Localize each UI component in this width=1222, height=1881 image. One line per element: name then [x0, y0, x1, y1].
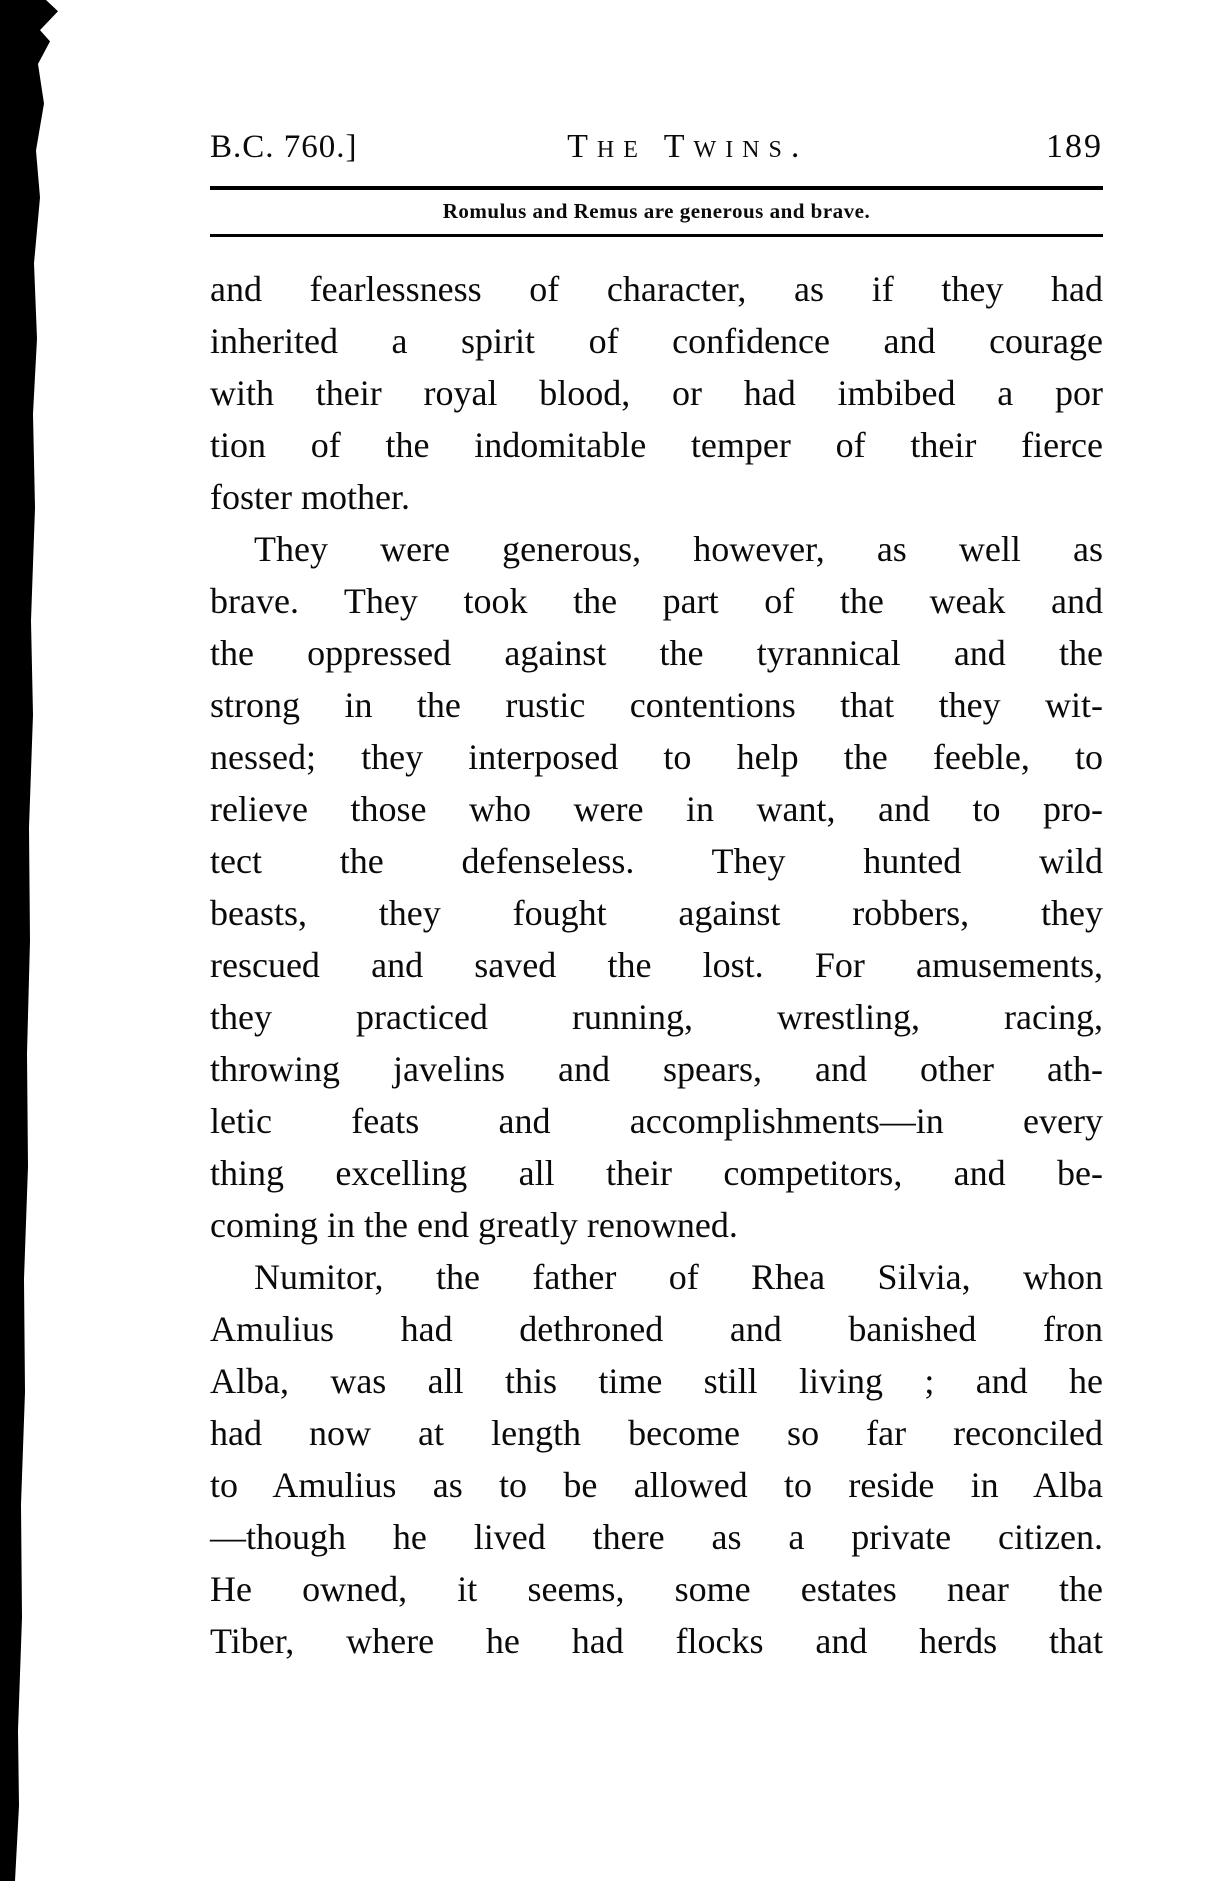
text-line: letic feats and accomplishments—in every [210, 1101, 1103, 1141]
header-rule [210, 186, 1103, 190]
text-line: had now at length become so far reconciled [210, 1413, 1103, 1453]
text-line: with their royal blood, or had imbibed a por [210, 373, 1103, 413]
text-line: the oppressed against the tyrannical and the [210, 633, 1103, 673]
body-text [210, 263, 1103, 1667]
text-line: inherited a spirit of confidence and courage [210, 321, 1103, 361]
text-line: nessed; they interposed to help the feeble, to [210, 737, 1103, 777]
text-line: brave. They took the part of the weak and [210, 581, 1103, 621]
text-line: Numitor, the father of Rhea Silvia, whon [254, 1257, 1103, 1297]
text-line: rescued and saved the lost. For amusements, [210, 945, 1103, 985]
text-line: they practiced running, wrestling, racing, [210, 997, 1103, 1037]
text-line: Amulius had dethroned and banished fron [210, 1309, 1103, 1349]
text-line: beasts, they fought against robbers, they [210, 893, 1103, 933]
text-line: and fearlessness of character, as if they had [210, 269, 1103, 309]
text-line: relieve those who were in want, and to pro- [210, 789, 1103, 829]
text-line: Tiber, where he had flocks and herds that [210, 1621, 1103, 1661]
text-line: tect the defenseless. They hunted wild [210, 841, 1103, 881]
text-line: to Amulius as to be allowed to reside in Alba [210, 1465, 1103, 1505]
page-content [210, 0, 1103, 1667]
text-line: throwing javelins and spears, and other ath- [210, 1049, 1103, 1089]
page-title: The Twins. [567, 128, 809, 165]
text-line: He owned, it seems, some estates near the [210, 1569, 1103, 1609]
text-line: —though he lived there as a private citizen. [210, 1517, 1103, 1557]
text-line: They were generous, however, as well as [254, 529, 1103, 569]
text-line: strong in the rustic contentions that they wit- [210, 685, 1103, 725]
text-line: Alba, was all this time still living ; and he [210, 1361, 1103, 1401]
chapter-caption: Romulus and Remus are generous and brave. [442, 199, 871, 223]
text-line: coming in the end greatly renowned. [210, 1205, 738, 1245]
text-line: foster mother. [210, 477, 410, 517]
text-line: tion of the indomitable temper of their fierce [210, 425, 1103, 465]
header-date: B.C. 760.] [210, 129, 358, 165]
page-header [210, 0, 1103, 170]
page-number: 189 [1045, 128, 1103, 165]
scan-edge-artifact [0, 0, 80, 1881]
caption-rule [210, 234, 1103, 237]
text-line: thing excelling all their competitors, and be- [210, 1153, 1103, 1193]
